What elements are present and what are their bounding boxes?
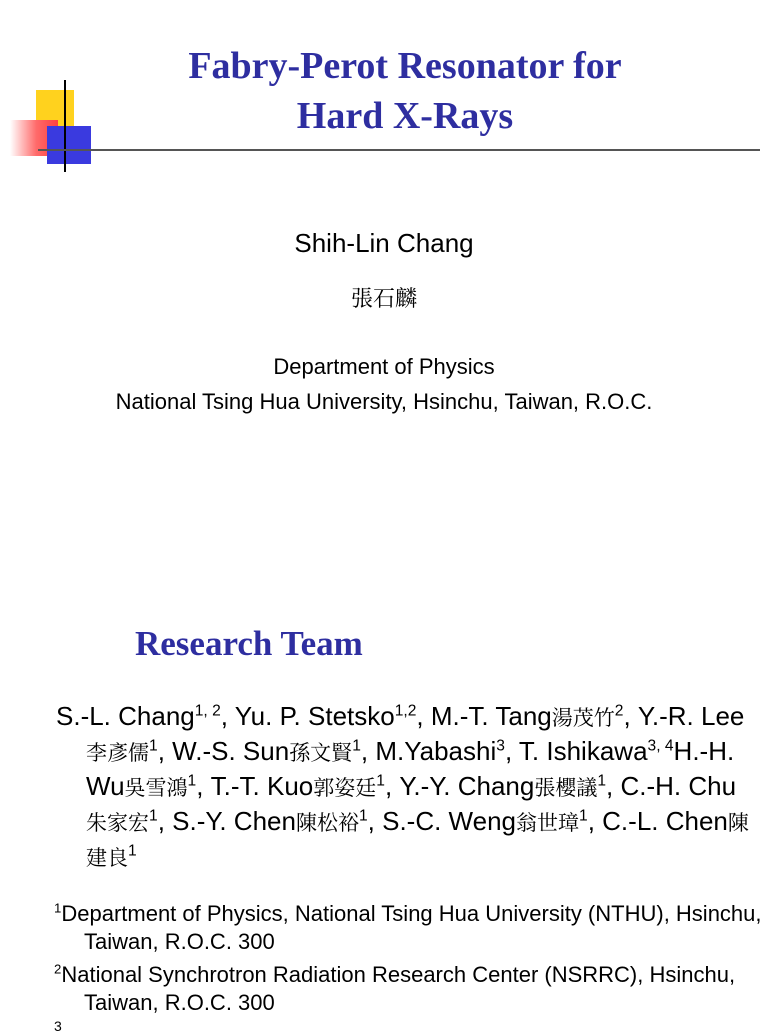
member-separator: , <box>587 806 603 836</box>
member-chinese-name: 張櫻議 <box>534 777 598 800</box>
member-name: Y.-R. Lee <box>637 701 745 731</box>
member-name: H.-H. Wu <box>86 736 735 801</box>
team-member <box>235 701 431 731</box>
member-chinese-name: 郭姿廷 <box>313 777 377 800</box>
team-member-list <box>56 700 756 875</box>
member-separator: , <box>623 701 638 731</box>
member-affiliation-mark: 1 <box>358 807 368 825</box>
member-affiliation-mark: 1 <box>579 807 588 825</box>
team-member <box>172 806 382 836</box>
slide-title-line2: Hard X-Rays <box>296 95 514 137</box>
member-chinese-name: 陳建良 <box>86 812 749 870</box>
affiliation-1 <box>54 900 768 956</box>
member-name: M.-T. Tang <box>430 701 552 731</box>
member-separator: , <box>416 701 431 731</box>
research-team-heading: Research Team <box>135 624 363 663</box>
member-separator: , <box>157 806 173 836</box>
member-separator: , <box>196 771 211 801</box>
member-separator: , <box>384 771 400 801</box>
member-name: M.Yabashi <box>375 736 497 766</box>
member-name: W.-S. Sun <box>172 736 290 766</box>
decor-blue-square <box>47 126 91 164</box>
member-chinese-name: 孫文賢 <box>289 742 353 765</box>
decor-horizontal-rule <box>38 149 760 151</box>
team-member <box>399 771 620 801</box>
university: National Tsing Hua University, Hsinchu, Taiwan, R.O.C. <box>115 389 653 414</box>
team-member <box>519 736 674 766</box>
member-chinese-name: 陳松裕 <box>295 812 359 835</box>
team-member <box>375 736 519 766</box>
affiliation-mark: 2 <box>54 961 62 977</box>
member-chinese-name: 湯茂竹 <box>551 707 615 730</box>
member-name: T. Ishikawa <box>518 736 648 766</box>
team-member <box>431 701 638 731</box>
affiliation-2 <box>54 961 768 1017</box>
member-affiliation-mark: 1 <box>187 772 197 790</box>
member-name: T.-T. Kuo <box>210 771 314 801</box>
member-name: S.-L. Chang <box>56 701 195 731</box>
member-affiliation-mark: 3 <box>496 737 505 755</box>
member-affiliation-mark: 1 <box>597 772 607 790</box>
author-name: Shih-Lin Chang <box>294 228 474 258</box>
member-name: S.-Y. Chen <box>172 806 296 836</box>
department: Department of Physics <box>273 354 495 379</box>
team-member <box>56 701 235 731</box>
member-affiliation-mark: 1, 2 <box>194 702 221 720</box>
member-affiliation-mark: 1,2 <box>394 702 417 720</box>
member-affiliation-mark: 1 <box>128 842 137 860</box>
slide-title-line1: Fabry-Perot Resonator for <box>188 45 622 87</box>
member-name: Yu. P. Stetsko <box>234 701 395 731</box>
author-chinese-name: 張石麟 <box>350 287 417 312</box>
member-name: S.-C. Weng <box>382 806 517 836</box>
member-chinese-name: 朱家宏 <box>86 812 149 835</box>
member-affiliation-mark: 1 <box>376 772 385 790</box>
member-separator: , <box>220 701 235 731</box>
member-name: C.-H. Chu <box>620 771 737 801</box>
member-affiliation-mark: 1 <box>149 807 158 825</box>
member-separator: , <box>157 736 173 766</box>
affiliation-mark: 1 <box>54 900 62 916</box>
decor-vertical-line <box>64 80 66 172</box>
team-member <box>172 736 375 766</box>
affiliation-3-mark: 3 <box>54 1018 62 1034</box>
member-name: Y.-Y. Chang <box>399 771 535 801</box>
member-chinese-name: 吳雪鴻 <box>124 777 188 800</box>
affiliation-text: Department of Physics, National Tsing Hua University (NTHU), Hsinchu, Taiwan, R.O.C. 300 <box>61 901 762 954</box>
member-affiliation-mark: 1 <box>149 737 158 755</box>
member-chinese-name: 李彥儒 <box>86 742 149 765</box>
member-affiliation-mark: 2 <box>614 702 624 720</box>
member-separator: , <box>367 806 383 836</box>
member-separator: , <box>504 736 519 766</box>
member-affiliation-mark: 3, 4 <box>647 737 674 755</box>
member-separator: , <box>606 771 621 801</box>
team-member <box>211 771 400 801</box>
affiliation-text: National Synchrotron Radiation Research Center (NSRRC), Hsinchu, Taiwan, R.O.C. 300 <box>61 962 736 1015</box>
member-name: C.-L. Chen <box>602 806 728 836</box>
team-member <box>382 806 602 836</box>
member-separator: , <box>360 736 376 766</box>
member-chinese-name: 翁世璋 <box>516 812 580 835</box>
member-affiliation-mark: 1 <box>352 737 361 755</box>
